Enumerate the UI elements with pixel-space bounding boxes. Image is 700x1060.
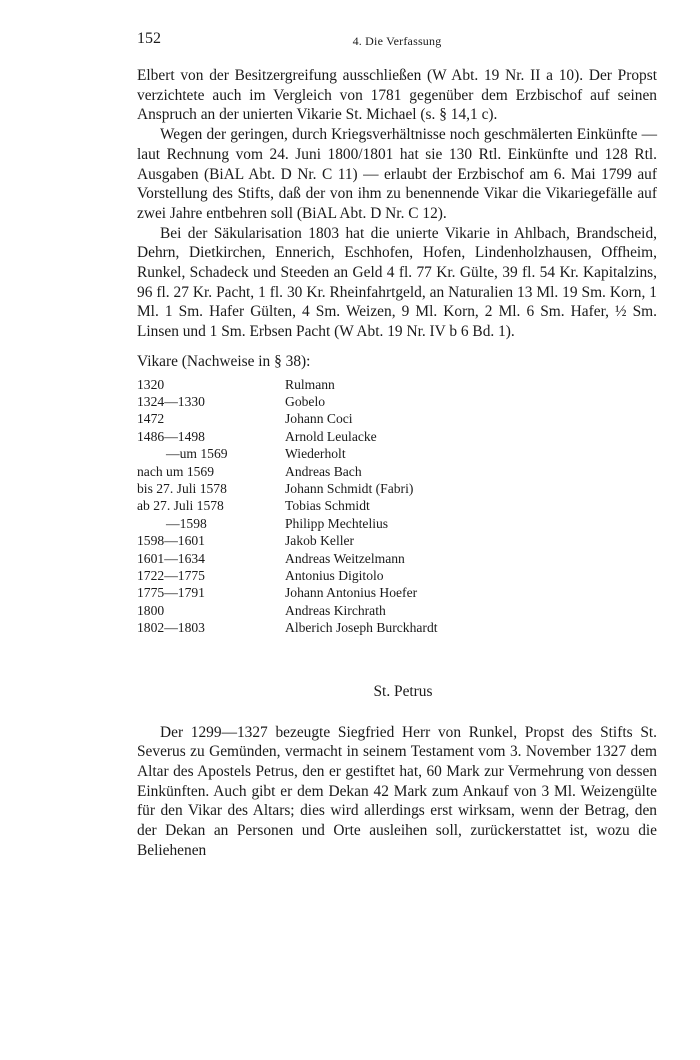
vicar-date: 1598—1601 (137, 533, 205, 549)
vicar-row (137, 602, 438, 619)
vicar-row (137, 376, 438, 393)
document-page (137, 30, 657, 861)
vicar-date: 1601—1634 (137, 550, 205, 566)
vicar-name: Arnold Leulacke (285, 428, 377, 444)
vicar-date: 1324—1330 (137, 393, 205, 409)
vicar-row (137, 428, 438, 445)
vicar-name: Andreas Bach (285, 463, 362, 479)
vicar-date: 1320 (137, 376, 165, 392)
vicar-name: Wiederholt (285, 446, 346, 462)
vicar-row (137, 515, 438, 532)
vicar-date: 1802—1803 (137, 620, 205, 636)
vicar-name: Johann Schmidt (Fabri) (285, 480, 414, 496)
vicar-date: —um 1569 (166, 446, 228, 462)
paragraph: Bei der Säkularisation 1803 hat die unierte Vikarie in Ahlbach, Brandscheid, Dehrn, Dietkirchen, Ennerich, Eschhofen, Hofen, Lindenholzhausen, Offheim, Runkel, Schadeck und Steeden an Geld 4 fl. 77 Kr. Gülte, 39 fl. 54 Kr. Kapitalzins, 96 fl. 27 Kr. Pacht, 1 fl. 30 Kr. Rheinfahrtgeld, an Naturalien 13 Ml. 19 Sm. Korn, 1 Ml. 1 Sm. Hafer Gülten, 4 Sm. Weizen, 9 Ml. Korn, 2 Ml. 6 Sm. Hafer, ½ Sm. Linsen und 1 Sm. Erbsen Pacht (W Abt. 19 Nr. IV b 6 Bd. 1). (137, 224, 657, 341)
vicar-date: —1598 (166, 515, 207, 531)
vicar-name: Alberich Joseph Burckhardt (285, 620, 438, 636)
paragraph: Elbert von der Besitzergreifung ausschließen (W Abt. 19 Nr. II a 10). Der Propst verzichtete auch im Vergleich von 1781 gegenüber dem Erzbischof auf seinen Anspruch an der unierten Vikarie St. Michael (s. § 14,1 c). (137, 67, 657, 124)
vicar-date: 1775—1791 (137, 585, 205, 601)
vicar-date: 1472 (137, 411, 165, 427)
section-title: St. Petrus (373, 682, 433, 700)
running-head (137, 30, 657, 52)
vicar-date: ab 27. Juli 1578 (137, 498, 224, 514)
paragraph: Wegen der geringen, durch Kriegsverhältnisse noch geschmälerten Einkünfte — laut Rechnung vom 24. Juni 1800/1801 hat sie 130 Rtl. Einkünfte und 128 Rtl. Ausgaben (BiAL Abt. D Nr. C 11) — erlaubt der Erzbischof am 6. Mai 1799 auf Vorstellung des Stifts, daß der von ihm zu benennende Vikar die Vikariegefälle auf zwei Jahre entbehren soll (BiAL Abt. D Nr. C 12). (137, 126, 657, 222)
vicar-row (137, 550, 438, 567)
paragraph: Der 1299—1327 bezeugte Siegfried Herr von Runkel, Propst des Stifts St. Severus zu Gemünden, vermacht in seinem Testament vom 3. November 1327 dem Altar des Apostels Petrus, den er gestiftet hat, 60 Mark zur Vermehrung von dessen Einkünften. Auch gibt er dem Dekan 42 Mark zum Ankauf von 3 Ml. Weizengülte für den Vikar des Altars; dies wird allerdings erst wirksam, wenn der Betrag, den der Dekan an Personen und Orte ausleihen soll, zurückerstattet ist, wozu die Beliehenen (137, 723, 657, 859)
vicar-name: Andreas Weitzelmann (285, 550, 405, 566)
vicar-name: Johann Antonius Hoefer (285, 585, 418, 601)
vicar-row (137, 497, 438, 514)
vicar-row (137, 567, 438, 584)
vicar-row (137, 445, 438, 462)
vicar-list-heading: Vikare (Nachweise in § 38): (137, 352, 311, 370)
vicar-row (137, 410, 438, 427)
vicar-row (137, 619, 438, 636)
vicar-name: Jakob Keller (285, 533, 355, 549)
vicar-date: 1486—1498 (137, 428, 205, 444)
vicar-name: Philipp Mechtelius (285, 515, 389, 531)
vicar-list (137, 376, 438, 637)
page-number: 152 (137, 30, 161, 47)
vicar-row (137, 584, 438, 601)
vicar-date: bis 27. Juli 1578 (137, 480, 227, 496)
vicar-date: 1800 (137, 602, 165, 618)
vicar-name: Andreas Kirchrath (285, 602, 386, 618)
vicar-name: Rulmann (285, 376, 335, 392)
vicar-row (137, 393, 438, 410)
vicar-date: 1722—1775 (137, 568, 205, 584)
vicar-row (137, 532, 438, 549)
vicar-name: Antonius Digitolo (285, 568, 384, 584)
section-heading: 4. Die Verfassung (352, 34, 442, 48)
vicar-row (137, 463, 438, 480)
vicar-name: Tobias Schmidt (285, 498, 370, 514)
vicar-date: nach um 1569 (137, 463, 215, 479)
vicar-name: Johann Coci (285, 411, 353, 427)
vicar-row (137, 480, 438, 497)
vicar-name: Gobelo (285, 393, 326, 409)
